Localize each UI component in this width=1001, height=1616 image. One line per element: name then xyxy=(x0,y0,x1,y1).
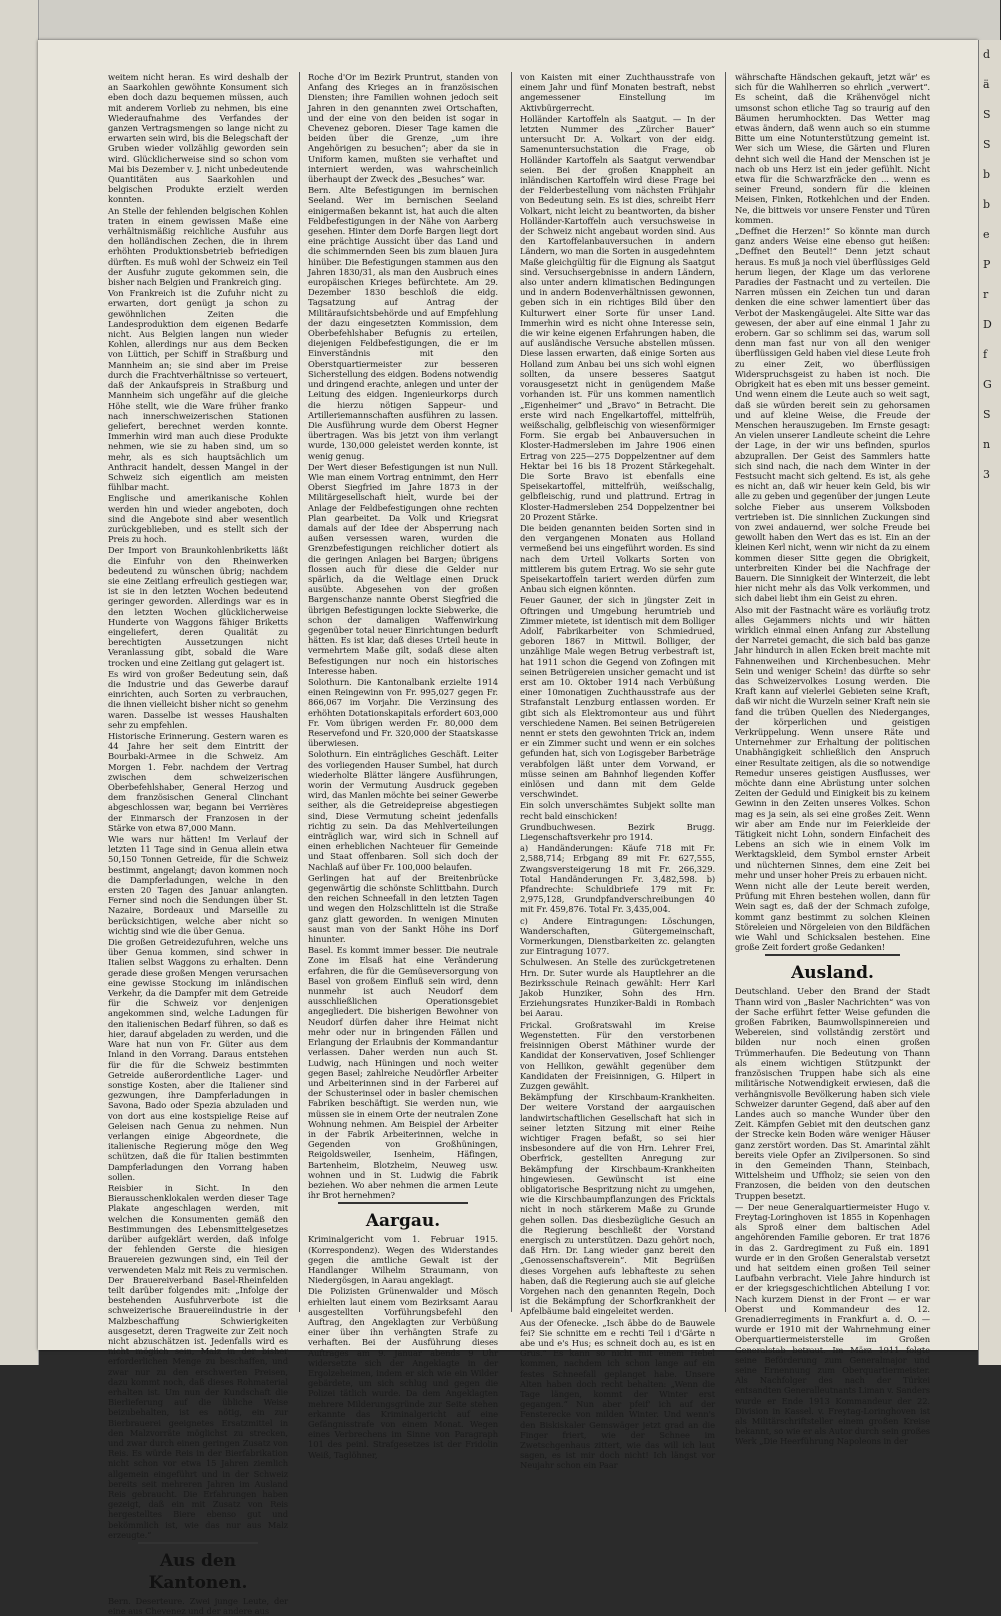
paragraph: Schulwesen. An Stelle des zurückgetretenen Hrn. Dr. Suter wurde als Hauptlehrer an die Bezirksschule Reinach gewählt: Herr Karl Jakob Hunziker, Sohn des Hrn. Erziehungsrates Hunziker-Baldi in Rombach bei Aarau. xyxy=(520,957,715,1019)
paragraph: Der Wert dieser Befestigungen ist nun Null. Wie man einem Vortrag entnimmt, den Herr Oberst Siegfried im Jahre 1873 in der Militärgesellschaft hielt, wurde bei der Anlage der Feldbefestigungen ohne rechten Plan gearbeitet. Da Volk und Kriegsrat damals auf der Idee der Absperrung nach außen versessen waren, wurden die Grenzbefestigungen reichlicher dotiert als die geringen Anlagen bei Bargen; übrigens flossen auch für diese die Gelder nur spärlich, da die Weltlage einen Druck ausübte. Abgesehen von der großen Bargenschanze nannte Oberst Siegfried die übrigen Befestigungen lockte Siebwerke, die schon der damaligen Waffenwirkung gegenüber total neuer Einrichtungen bedurft hätten. Es ist klar, daß dieses Urteil heute in vermehrtem Maße gilt, sodaß diese alten Befestigungen nur noch ein historisches Interesse haben. xyxy=(308,461,498,676)
edge-letter: n xyxy=(983,438,991,451)
column-1 xyxy=(108,72,288,1616)
paragraph: Bern. Deserteure. Zwei junge Leute, der eine aus Chevenez und der andere aus xyxy=(108,1596,288,1616)
paragraph: Bekämpfung der Kirschbaum-Krankheiten. Der weitere Vorstand der aargauischen landwirtschaftlichen Gesellschaft hat sich in seiner letzten Sitzung mit einer Reihe wichtiger Fragen befaßt, so sei hier insbesondere auf die von Hrn. Lehrer Frei, Oberfrick, gestellten Anregung zur Bekämpfung der Kirschbaum-Krankheiten hingewiesen. Gewünscht ist eine obligatorische Bespritzung nicht zu umgehen, wie die Kirschbaumpflanzungen des Fricktals nicht in noch stärkerem Maße zu Grunde gehen sollen. Das diesbezügliche Gesuch an die Regierung beschließt der Vorstand energisch zu unterstützen. Dazu gehört noch, daß Hrn. Dr. Lang wieder ganz bereit den „Genossenschaftsverein“. Mit Begrüßen dieses Vorgehen aufs lebhafteste zu sehen haben, daß die Regierung auch sie auf gleiche Vorgehen nach den genannten Regeln, Doch ist die Bekämpfung der Schorfkrankheit der Apfelbäume bald eingeleitet werden. xyxy=(520,1092,715,1317)
paragraph: Basel. Es kommt immer besser. Die neutrale Zone im Elsaß hat eine Veränderung erfahren, die für die Gemüseversorgung von Basel von großem Einfluß sein wird, denn nunmehr ist auch Neudorf dem ausschließlichen Operationsgebiet angegliedert. Die bisherigen Bewohner von Neudorf dürfen daher ihre Heimat nicht mehr oder nur in bringenden Fällen und Erlangung der Erlaubnis der Kommandantur verlassen. Daher werden nun auch St. Ludwig, nach Hüningen und noch weiter gegen Basel; zahlreiche Neudörfler Arbeiter und Arbeiterinnen sind in der Farberei auf der Schusterinsel oder in basler chemischen Fabriken beschäftigt. Sie werden nun, wie müssen sie in einem Orte der neutralen Zone Wohnung nehmen. Am Beispiel der Arbeiter in der Fabrik Arbeiterinnen, welche in Gegenden von Großhüningen, Reigoldsweiler, Isenheim, Häfingen, Bartenheim, Blotzheim, Neuweg usw. wohnen und in St. Ludwig die Fabrik beziehen. Wo aber nehmen die armen Leute ihr Brot hernehmen? xyxy=(308,945,498,1201)
paragraph: Deutschland. Ueber den Brand der Stadt Thann wird von „Basler Nachrichten“ was von der Sache erführt fetter Weise gefunden die großen Fabriken, Baumwollspinnereien und Webereien, sind vollständig zerstört und bilden nur noch einen großen Trümmerhaufen. Die Bedeutung von Thann als einem wichtigen Stützpunkt der französischen Truppen habe sich als eine militärische Notwendigkeit erwiesen, daß die verhängnisvolle Bevölkerung haben sich viele Schweizer darunter Gegend, daß aber auf den Landes auch so manche Wunder über den Zeit. Kämpfen Gebiet mit den deutschen ganz der Strecke kein Boden wäre weniger Häuser ganz zerstört worden. Das St. Amarintal zählt bereits viele Opfer an Zivilpersonen. So sind in den Gemeinden Thann, Steinbach, Wittelsheim und Uffholz; sie seien von den Franzosen, die beiden von den deutschen Truppen besetzt. xyxy=(735,986,930,1201)
paragraph: Der Import von Braunkohlenbriketts läßt die Einfuhr von den Rheinwerken bedeutend zu wünschen übrig; nachdem sie eine Zeitlang erfreulich gestiegen war, ist sie in den letzten Wochen bedeutend geringer geworden. Allerdings war es in den letzten Wochen glücklicherweise Hunderte von Waggons fähiger Briketts eingeliefert, deren Qualität zu berechtigten Aussetzungen nicht Veranlassung gibt, sobald die Ware trocken und eine Zeitlang gut gelagert ist. xyxy=(108,545,288,668)
section-heading-kantonen: Aus den Kantonen. xyxy=(148,1551,248,1594)
section-divider xyxy=(338,1202,468,1204)
paragraph: von Kaisten mit einer Zuchthausstrafe von einem Jahr und fünf Monaten bestraft, nebst angemessener Einstellung im Aktivbürgerrecht. xyxy=(520,72,715,113)
column-2 xyxy=(308,72,498,1460)
edge-letter: e xyxy=(983,228,990,241)
section-divider xyxy=(765,954,900,956)
adjacent-page-edge xyxy=(978,40,1001,1365)
paragraph: weitem nicht heran. Es wird deshalb der an Saarkohlen gewöhnte Konsument sich eben doch dazu bequemen müssen, auch mit anderem Vorlieb zu nehmen, bis eine Wiederaufnahme des Verfandes der ganzen Vertragsmengen so lange nicht zu erwarten sein wird, bis die Belegschaft der Gruben wieder vollzählig geworden sein wird. Glücklicherweise sind so schon vom Mai bis Dezember v. J. nicht unbedeutende Quantitäten aus Saarkohlen und belgischen Produkte erzielt werden konnten. xyxy=(108,72,288,205)
column-4 xyxy=(735,72,930,1447)
edge-letter: G xyxy=(983,378,992,391)
paragraph: Feuer Gauner, der sich in jüngster Zeit in Oftringen und Umgebung herumtrieb und Zimmer mietete, ist identisch mit dem Bolliger Adolf, Fabrikarbeiter von Schmiedrued, geboren 1867 in Mittwil. Bolliger, der unzählige Male wegen Betrug verbestraft ist, hat 1911 schon die Gegend von Zofingen mit seinen Betrügereien unsicher gemacht und ist erst am 10. Oktober 1914 nach Verbüßung einer 10monatigen Zuchthausstrafe aus der Strafanstalt Lenzburg entlassen worden. Er gibt sich als Elektromonteur aus und führt verschiedene Namen. Bei seinen Betrügereien nennt er stets den gewohnten Trick an, indem er ein Zimmer sucht und wenn er ein solches gefunden hat, sich von Logisgeber Barbeträge verabfolgen läßt unter dem Vorwand, er müsse seinen am Bahnhof liegenden Koffer einlösen und dann mit dem Gelde verschwindet. xyxy=(520,595,715,800)
edge-letter: S xyxy=(983,408,991,421)
section-heading-ausland: Ausland. xyxy=(791,963,874,984)
paragraph: Englische und amerikanische Kohlen werden hin und wieder angeboten, doch sind die Angebote sind aber wesentlich zurückgeblieben, und es stellt sich der Preis zu hoch. xyxy=(108,493,288,545)
paragraph: Historische Erinnerung. Gestern waren es 44 Jahre her seit dem Eintritt der Bourbaki-Armee in die Schweiz. Am Morgen 1. Febr. nachdem der Vertrag zwischen dem schweizerischen Oberbefehlshaber, General Herzog und dem französischen General Clinchant abgeschlossen war, begann bei Verrières der Einmarsch der Franzosen in der Stärke von etwa 87,000 Mann. xyxy=(108,731,288,833)
edge-letter: f xyxy=(983,348,988,361)
section-heading-aargau: Aargau. xyxy=(365,1211,441,1232)
edge-letter: S xyxy=(983,138,991,151)
paragraph: Wenn nicht alle der Leute bereit werden, Prüfung mit Ehren bestehen wollen, dann für Wein sagt es, daß der der Schmach zufolge, kommt ganz bestimmt zu solchen Kleinen Störeleien und Nörgeleien von den Bildfächen wie Wahl und Schicksalen bestehen. Eine große Zeit fordert große Gedanken! xyxy=(735,881,930,953)
paragraph: Holländer Kartoffeln als Saatgut. — In der letzten Nummer des „Zürcher Bauer“ untersucht Dr. A. Volkart von der eidg. Samenuntersuchstation die Frage, ob Holländer Kartoffeln als Saatgut verwendbar seien. Bei der großen Knappheit an inländischen Kartoffeln wird diese Frage bei der Felderbestellung vom nächsten Frühjahr von Bedeutung sein. Es ist dies, schreibt Herr Volkart, nicht leicht zu beantworten, da bisher Holländer-Kartoffeln auch versuchsweise in der Schweiz nicht angebaut worden sind. Aus den Kartoffelanbauversuchen in andern Ländern, wo man die Sorten in ausgedehntem Maße gleichgültig für die Eignung als Saatgut sind. Versuchsergebnisse in andern Ländern, also unter andern klimatischen Bedingungen und in andern Bodenverhältnissen gewonnen, geben sich in ein richtiges Bild über den Kulturwert einer Sorte für unser Land. Immerhin wird es nicht ohne Interesse sein, die wir keine eigenen Erfahrungen haben, die auf ausländische Versuche abstellen müssen. Diese lassen erwarten, daß einige Sorten aus Holland zum Anbau bei uns sich wohl eignen sollten, da unsere besseres Saatgut vorausgesetzt nicht in genügendem Maße vorhanden ist. Für uns kommen namentlich „Eigenheimer“ und „Bravo“ in Betracht. Die erste wird nach Engelkartoffel, mittelfrüh, weißschalig, gelbfleischig von wiesenförmiger Form. Sie ergab bei Anbauversuchen in Kloster-Hadmersleben im Jahre 1906 einen Ertrag von 225—275 Doppelzentner auf dem Hektar bei 16 bis 18 Prozent Stärkegehalt. Die Sorte Bravo ist ebenfalls eine Speisekartoffel, mittelfrüh, weißschalig, gelbfleischig, rund und plattrund. Ertrag in Kloster-Hadmersleben 254 Doppelzentner bei 20 Prozent Stärke. xyxy=(520,113,715,522)
edge-letter: b xyxy=(983,168,991,181)
paragraph: a) Handänderungen: Käufe 718 mit Fr. 2,588,714; Erbgang 89 mit Fr. 627,555, Zwangsversteigerung 18 mit Fr. 266,329. Total Handänderungen Fr. 3,482,598. b) Pfandrechte: Schuldbriefe 179 mit Fr. 2,975,128, Grundpfandverschreibungen 40 mit Fr. 459,876. Total Fr. 3,435,004. xyxy=(520,843,715,915)
column-3 xyxy=(520,72,715,1471)
paragraph: Aus der Ofenecke. „Isch äbbe do de Bauwele fei? Sie schnitte em e rechti Teil i d'Gärte n abe und e's Hus; es schneit doch au, es ist en Grus.“ Es kann so nicht mit einem Hebel kommen, nachdem ich schon lange auf ein festes Schneefall geplanget habe. Unsere Alten haben doch recht behalten: „Wenn die Tage längen, kommt der Winter erst gegangen.“ Nun aber pfeif' ich auf der Fensterecke von milden Winter. Und wenn's den Biskiskaler Gemswäger jetzt grad an die Finger friert, wie der Schnee im Zwetschgenhaus zittert, wie das will ich laut sagen, es ist mir doch nicht! Ich längst vor Neujahr schon ein Paar xyxy=(520,1317,715,1471)
newspaper-page xyxy=(38,40,978,1616)
paragraph: Von Frankreich ist die Zufuhr nicht zu erwarten, dort genügt ja schon zu gewöhnlichen Zeiten die Landesproduktion dem eigenen Bedarfe nicht. Aus Belgien langen nun wieder Kohlen, allerdings nur aus dem Becken von Lüttich, per Schiff in Straßburg und Mannheim an; sie sind aber im Preise durch die Frachtverhältnisse so verteuert, daß der Ankaufspreis in Straßburg und Mannheim sich ungefähr auf die gleiche Höhe stellt, wie die Ware früher franko nach innerschweizerischen Stationen geliefert, berechnet werden konnte. Immerhin wird man auch diese Produkte nehmen, wie sie zu haben sind, um so mehr, als es sich hauptsächlich um Anthracit handelt, dessen Mangel in der Schweiz sich eigentlich am meisten fühlbar macht. xyxy=(108,288,288,493)
edge-letter: ä xyxy=(983,78,990,91)
paragraph: Die großen Getreidezufuhren, welche uns über Genua kommen, sind schwer in Italien selbst Waggons zu erhalten. Denn gerade diese großen Mengen verursachen eine gewisse Stockung im inländischen Verkehr, da die Dampfer mit dem Getreide für die Schweiz vor denjenigen angekommen sind, welche Ladungen für den italienischen Bedarf führen, so daß es hier, darauf abgeladen zu werden, und die Ware hat nun von Fr. Güter aus dem Inland in den Vorrang. Daraus entstehen für die für die Schweiz bestimmten Getreide außerordentliche Lager- und sonstige Kosten, aber die Italiener sind gezwungen, ihre Dampferladungen in Savona, Bado oder Spezia abzuladen und von dort aus eine kostspielige Reise auf Geleisen nach Genua zu nehmen. Nun verlangen einige Abgeordnete, die italienische Regierung möge den Weg schützen, daß die für Italien bestimmten Dampferladungen den Vorrang haben sollen. xyxy=(108,937,288,1182)
paragraph: Grundbuchwesen. Bezirk Brugg. Liegenschaftsverkehr pro 1914. xyxy=(520,821,715,843)
article-columns xyxy=(108,72,938,1616)
paragraph: Gerlingen hat auf der Breitenbrücke gegenwärtig die schönste Schlittbahn. Durch den reichen Schneefall in den letzten Tagen und wegen den Holzschlitteln ist die Straße ganz glatt geworden. In wenigen Minuten saust man von der Sankt Höhe ins Dorf hinunter. xyxy=(308,872,498,945)
paragraph: Wie wars nur hätten! Im Verlauf der letzten 11 Tage sind in Genua allein etwa 50,150 Tonnen Getreide, für die Schweiz bestimmt, angelangt; davon kommen noch die Dampferladungen, welche in den ersten 20 Tagen des Januar anlangten. Ferner sind noch die Sendungen über St. Nazaire, Bordeaux und Marseille zu berücksichtigen, welche aber nicht so wichtig sind wie die über Genua. xyxy=(108,834,288,936)
paragraph: — Der neue Generalquartiermeister Hugo v. Freytag-Loringhoven ist 1855 in Kopenhagen als Sproß einer dem baltischen Adel angehörenden Familie geboren. Er trat 1876 in das 2. Gardregiment zu Fuß ein. 1891 wurde er in den Großen Generalstab versetzt und hat seitdem einen großen Teil seiner Laufbahn verbracht. Viele Jahre hindurch ist er der kriegsgeschichtlichen Abteilung I vor. Nach kurzem Dienst in der Front — er war Oberst und Kommandeur des 12. Grenadierregiments in Frankfurt a. d. O. — wurde er 1910 mit der Wahrnehmung einer Oberquartiermeisterstelle im Großen Generalstab betraut. Im März 1911 folgte seine Beförderung zum Generalmajor und seine Ernennung zum Oberquartiermeister. Als Nachfolger des nach der Türkei entsandten Generalleutnants Liman v. Sanders wurde er Ende 1913 Kommandeur der 22. Division in Kassel. v. Freytag-Loringhoven ist als Militärschriftsteller einem großen Kreise bekannt, so wie er als Autor durch sein großes Werk „Die Heerführung Napoleons in der xyxy=(735,1201,930,1447)
edge-letter: D xyxy=(983,318,992,331)
paragraph: „Deffnet die Herzen!“ So könnte man durch ganz anders Weise eine ebenso gut heißen: „Deffnet den Beutel!“ Denn jetzt schaut heraus. Es muß ja noch viel überflüssiges Geld herum liegen, der Klage um das verlorene Paradies der Fastnacht und zu verteilen. Die Narren müssen ein Zeichen tun und daran denken die eine schwer lamentiert über das Verbot der Maskengäugelei. Alte Sitte war das gewesen, der aber auf eine einmal 1 Jahr zu erobern. Gar so schlimm sei das, warum soll denn man fast nur von all den weniger überflüssigen Geld haben viel diese Leute froh zu einer Zeit, wo überflüssigen Widerspruchsgeist zu haben ist noch. Die Obrigkeit hat es eben mit uns besser gemeint. Und wenn einem die Leute auch so weit sagt, daß sie würden bereit sein zu gehorsamen und auf kleine Weise, die Freude der Menschen herauszugeben. Im Ernste gesagt: An vielen unserer Landleute scheint die Lehre der Lage, in der wir uns befinden, spurlos abzuprallen. Der Geist des Sammlers hatte sich sind nach, die nach dem Winter in der Festsucht macht sich geltend. Es ist, als gehe es nicht an, daß wir heuer kein Geld, bis wir alle zu geben und gegenüber der jungen Leute solche Fieber aus unserem Volksboden vertrieben ist. Die sinnlichen Zuckungen sind von zwei andauernd, wer solche Freude bei gewollt haben den Wert das es ist. Ein an der kleinen Kerl nicht, wenn wir nicht da zu einem kommen dieser Sitte gegen die Obrigkeit, unterbreiten Kinder bei die Nachfrage der Bauern. Die Sinnigkeit der Winterzeit, die lebt hier nicht mehr als das Volk verkommen, und sich dabei liebt ihm ein Geist zu ehren. xyxy=(735,226,930,604)
paragraph: Frickal. Großratswahl im Kreise Wegenstetten. Für den verstorbenen freisinnigen Oberst Mäthiner wurde der Kandidat der Konservativen, Josef Schlienger von Hellikon, gewählt gegenüber dem Kandidaten der Freisinnigen, G. Hilpert in Zuzgen gewählt. xyxy=(520,1019,715,1091)
paragraph: Also mit der Fastnacht wäre es vorläufig trotz alles Gejammers nichts und wir hätten wirklich einmal einen Anfang zur Abstellung der Narretei gemacht, die sich bald bas ganze Jahr hindurch in allen Ecken breit machte mit Fahnenweihen und Kirchenbesuchen. Mehr Sein und weniger Schein! das dürfte so sehr das Schweizervolkes Losung werden. Die Kraft kann auf vielerlei Gebieten seine Kraft, daß wir nicht die Wurzeln seiner Kraft nein sie fand die trüben Quellen des Niederganges, der körperlichen und geistigen Verkrüppelung. Wenn unsere Räte und Unternehmer zur Erhaltung der politischen Unabhängigkeit schließlich den Anspruch einer Resultate zeitigen, als die so notwendige Remedur unseres geistigen Ausflusses, wer möchte dann eine Abrüstung unter solchen Zeiten der Geduld und Einigkeit bis zu keinem Gewinn in den Zeiten unseres Volkes. Schon mag es ja sein, als sei eine großes Zeit. Wenn wir aber am Ende nur im Feierkleide der Tätigkeit nicht Lohn, sondern Einfacheit des Lebens an sich wie in einem Volk im Werktagskleid, dem Symbol ernster Arbeit und nüchternen Sinnes, dem eine Zeit bei mehr und unser hoher Preis zu erbauen nicht. xyxy=(735,604,930,880)
edge-letter: d xyxy=(983,48,991,61)
scan-top-margin xyxy=(38,0,1000,40)
paragraph: Solothurn. Die Kantonalbank erzielte 1914 einen Reingewinn von Fr. 995,027 gegen Fr. 866,067 im Vorjahr. Die Verzinsung des erhöhten Dotationskapitals erfordert 603,000 Fr. Vom übrigen werden Fr. 80,000 dem Reservefond und Fr. 320,000 der Staatskasse überwiesen. xyxy=(308,676,498,749)
edge-letter: P xyxy=(983,258,991,271)
paragraph: Roche d'Or im Bezirk Pruntrut, standen von Anfang des Krieges an in französischen Diensten; ihre Familien wohnen jedoch seit Jahren in den genannten zwei Ortschaften, und der eine von den beiden ist sogar in Chevenez geboren. Dieser Tage kamen die beiden über die Grenze, „um ihre Angehörigen zu besuchen“; aber da sie in Uniform kamen, mußten sie verhaftet und interniert werden, was wahrscheinlich überhaupt der Zweck des „Besuches“ war. xyxy=(308,72,498,185)
paragraph: Bern. Alte Befestigungen im bernischen Seeland. Wer im bernischen Seeland einigermaßen bekannt ist, hat auch die alten Feldbefestigungen in der Nähe von Aarberg gesehen. Hinter dem Dorfe Bargen liegt dort eine prächtige Aussicht über das Land und die schimmernden Seen bis zum blauen Jura hinüber. Die Befestigungen stammen aus den Jahren 1830/31, als man den Ausbruch eines europäischen Krieges befürchtete. Am 29. Dezember 1830 beschloß die eidg. Tagsatzung auf Antrag der Militäraufsichtsbehörde und auf Empfehlung der dazu eingesetzten Kommission, dem Oberbefehlshaber Befugnis zu erteilen, diejenigen Feldbefestigungen, die er im Einverständnis mit den Oberstquartiermeister zur besseren Sicherstellung des eidgen. Bodens notwendig und dringend erachte, anlegen und unter der Leitung des eidgen. Ingenieurkorps durch die hierzu nötigen Sappeur- und Artilleriemannschaften ausführen zu lassen. Die Ausführung wurde dem Oberst Hegner übertragen. Was bis jetzt von ihm verlangt wurde, 130,000 geleistet werden konnte, ist wenig genug. xyxy=(308,185,498,461)
edge-letter: r xyxy=(983,288,989,301)
paragraph: Solothurn. Ein einträgliches Geschäft. Leiter des vorliegenden Hauser Sumbel, hat durch wiederholte Blätter längere Ausführungen, worin der Vermutung Ausdruck gegeben wird, das Manlen möchte bei seiner Gewerbe seither, als die Getreidepreise abgestiegen sind, Diese Vermutung scheint jedenfalls richtig zu sein. Da das Mehlverteilungen einträglich war, wird sich in Schnell auf einen erheblichen Nachteuer für Gemeinde und Staat offenbaren. Soll sich doch der Nachlaß auf über Fr. 100,000 belaufen. xyxy=(308,749,498,872)
paragraph: c) Andere Eintragungen: Löschungen, Wanderschaften, Gütergemeinschaft, Vormerkungen, Dienstbarkeiten zc. gelangten zur Eintragung 1077. xyxy=(520,915,715,957)
edge-letter: S xyxy=(983,108,991,121)
edge-letter: 3 xyxy=(983,468,990,481)
paragraph: Ein solch unverschämtes Subjekt sollte man recht bald einschicken! xyxy=(520,800,715,821)
paragraph: Kriminalgericht vom 1. Februar 1915. (Korrespondenz). Wegen des Widerstandes gegen die amtliche Gewalt ist der Handlanger Wilhelm Straumann, von Niedergösgen, in Aarau angeklagt. xyxy=(308,1234,498,1286)
paragraph: Die beiden genannten beiden Sorten sind in den vergangenen Monaten aus Holland vermeßend bei uns eingeführt worden. Es sind nach dem Urteil Volkarts Sorten von mittlerem bis gutem Ertrag. Wo sie sehr gute Speisekartoffeln tariert werden dürfen zum Anbau sich eignen könnten. xyxy=(520,522,715,595)
paragraph: An Stelle der fehlenden belgischen Kohlen traten in einem gewissen Maße eine verhältnismäßig reichliche Ausfuhr aus den holländischen Zechen, die in ihrem erhöhten Produktionsbetrieb befriedigen dürften. Es muß wohl der Schweiz ein Teil der Ausfuhr zugute gekommen sein, die bisher nach Belgien und Frankreich ging. xyxy=(108,205,288,288)
edge-letter: b xyxy=(983,198,991,211)
scan-left-margin xyxy=(0,0,39,1365)
section-divider xyxy=(138,1542,258,1544)
paragraph: Es wird von großer Bedeutung sein, daß die Industrie und das Gewerbe darauf einrichten, auch Sorten zu verbrauchen, die ihnen vielleicht bisher nicht so genehm waren. Dasselbe ist wesses Haushalten sehr zu empfehlen. xyxy=(108,668,288,730)
paragraph: Die Polizisten Grünenwalder und Mösch erhielten laut einem vom Bezirksamt Aarau ausgestellten Vorführungsbefehl den Auftrag, den Angeklagten zur Verbüßung einer über ihn verhängten Strafe zu verhaften. Bei der Ausführung dieses Auftrages am 9. Januar abends 9 Uhr widersetzte sich der Angeklagte in der Ergolzeheimen, indem er sich wie ein Wilder gebärdete, um sich schlug und gegen die Polizei tätlich wurde. Da dem Angeklagten mehrere Milderungsgründe zur Seite stehen erkannte das Kriminalgericht auf eine Gefängnisstrafe von einem Monat. Wegen eines Verbrechens im Sinne von Paragraph 101 des peinl. Strafgesetzes ist der Fridolin Weiß, Taglöhner, xyxy=(308,1286,498,1460)
paragraph: Reisbier in Sicht. In den Bierausschenklokalen werden dieser Tage Plakate angeschlagen werden, mit welchen die Konsumenten gemäß den Bestimmungen des Lebensmittelgesetzes darüber aufgeklärt werden, daß infolge der fehlenden Gerste die hiesigen Brauereien gezwungen sind, ein Teil der verwendeten Malz mit Reis zu vermischen. Der Brauereiverband Basel-Rheinfelden teilt darüber folgendes mit: „Infolge der bestehenden Ausfuhrverbote ist die schweizerische Brauereiindustrie in der Malzbeschaffung Schwierigkeiten ausgesetzt, deren Tragweite zur Zeit noch nicht abzuschätzen ist. Jedenfalls wird es nicht möglich sein, Malz in der bisher erforderlichen Menge zu beschaffen, und zwar nur zu den erschwerten Preisen, dazu kommt noch, daß dieses Rohmaterial erhalten ist. Um nun der Kundschaft die Bierlieferung auf die übliche Weise beizubehalten, ist es nötig, ein zur Bierbrauerei geeignetes Ersatzmittel in den Malzvorräte möglichst zu strecken, und zwar durch einen geringen Zusatz von Reis. Es würde Reis in der Bierfabrikation nicht schon vor etwa 15 Jahren ziemlich allgemein eingeführt und in der Schweiz bereits seit mehreren Jahren im Ausland Reis gebraucht. Die Erfahrungen haben gezeigt, daß ein mit Zusatz von Reis hergestelltes Biere ebenso gut und bekömmlich ist, wie das nur aus Malz erzeugte.“ xyxy=(108,1182,288,1540)
paragraph: währschafte Händschen gekauft, jetzt wär' es sich für die Wahlherren so ehrlich „verwert“. Es scheint, daß die Krähenvögel nicht umsonst schon etliche Tag so traurig auf den Bäumen herumhockten. Das Wetter mag etwas ändern, daß wenn auch so ein stumme Bitte um eine Notunterstützung gemeint ist. Wer sich um Wiese, die Gärten und Fluren dehnt sich weil die Hand der Menschen ist je nach ob uns Herz ist ein jeder gefühlt. Nicht etwa für die Schwarzfräcke den ... wenn es seiner Freund, sondern für die kleinen Meisen, Finken, Rotkehlchen und der Enden. Ne, die bittweis vor unsere Fenster und Türen kommen. xyxy=(735,72,930,225)
